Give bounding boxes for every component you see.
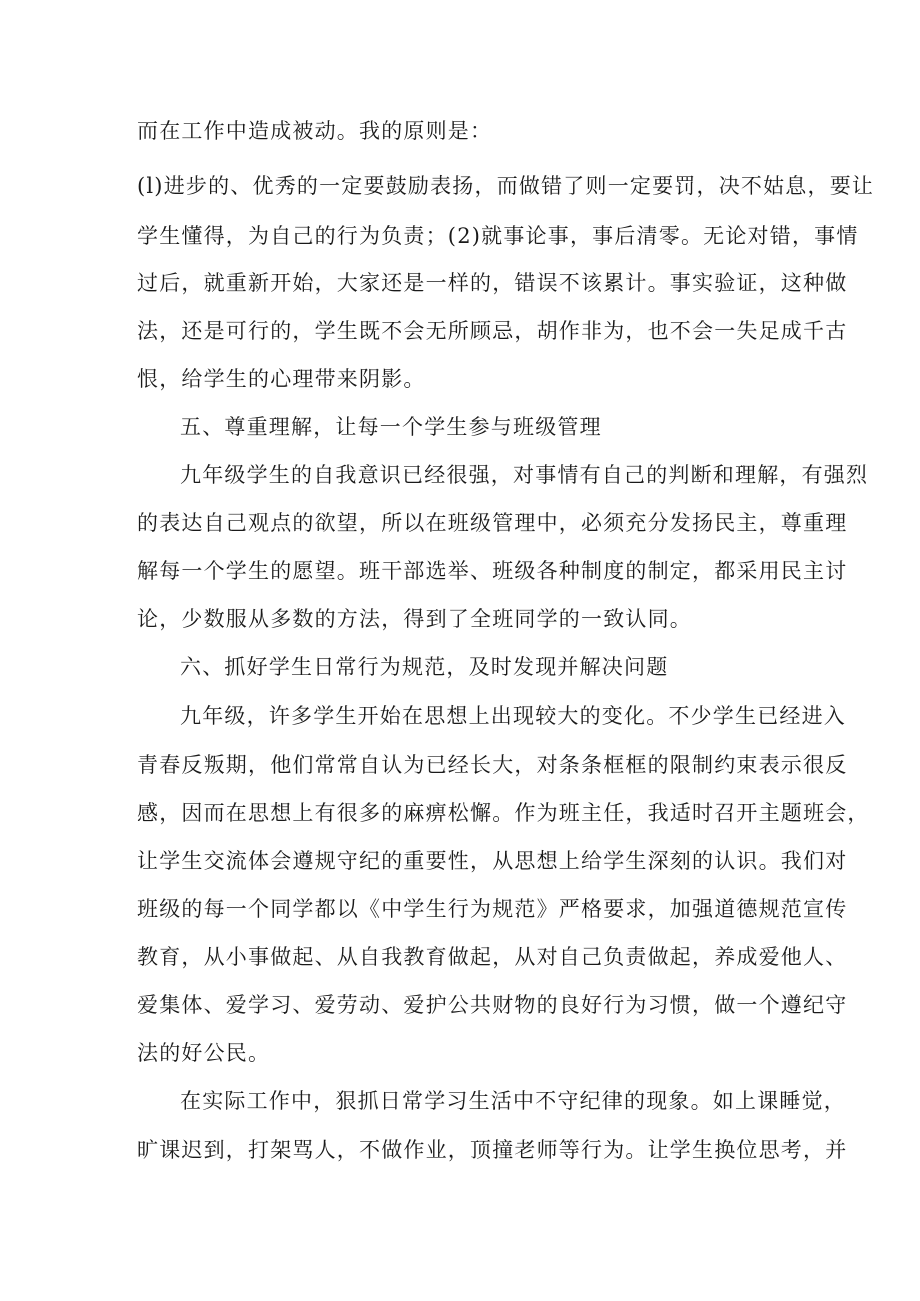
text-line: (l)进步的、优秀的一定要鼓励表扬，而做错了则一定要罚，决不姑息，要让 [137, 174, 875, 198]
text-line: 九年级学生的自我意识已经很强，对事情有自己的判断和理解，有强烈 [180, 463, 869, 487]
section-heading: 六、抓好学生日常行为规范，及时发现并解决问题 [180, 655, 669, 679]
section-heading: 五、尊重理解，让每一个学生参与班级管理 [180, 415, 602, 439]
text-line: 恨，给学生的心理带来阴影。 [137, 367, 426, 391]
text-line: 法，还是可行的，学生既不会无所顾忌，胡作非为，也不会一失足成千古 [137, 319, 848, 343]
text-line: 论，少数服从多数的方法，得到了全班同学的一致认同。 [137, 607, 692, 631]
text-line: 的表达自己观点的欲望，所以在班级管理中，必须充分发扬民主，尊重理 [137, 511, 848, 535]
text-line: 在实际工作中，狠抓日常学习生活中不守纪律的现象。如上课睡觉， [180, 1089, 846, 1113]
text-line: 学生懂得，为自己的行为负责；(2)就事论事，事后清零。无论对错，事情 [137, 224, 859, 248]
text-line: 班级的每一个同学都以《中学生行为规范》严格要求，加强道德规范宣传 [137, 897, 848, 921]
text-line: 法的好公民。 [137, 1041, 271, 1065]
text-line: 而在工作中造成被动。我的原则是： [137, 119, 493, 143]
text-line: 爱集体、爱学习、爱劳动、爱护公共财物的良好行为习惯，做一个遵纪守 [137, 993, 848, 1017]
text-line: 感，因而在思想上有很多的麻痹松懈。作为班主任，我适时召开主题班会， [137, 801, 870, 825]
text-line: 让学生交流体会遵规守纪的重要性，从思想上给学生深刻的认识。我们对 [137, 849, 848, 873]
text-line: 解每一个学生的愿望。班干部选举、班级各种制度的制定，都采用民主讨 [137, 559, 848, 583]
text-line: 青春反叛期，他们常常自认为已经长大，对条条框框的限制约束表示很反 [137, 753, 848, 777]
text-line: 教育，从小事做起、从自我教育做起，从对自己负责做起，养成爱他人、 [137, 945, 848, 969]
text-line: 过后，就重新开始，大家还是一样的，错误不该累计。事实验证，这种做 [137, 271, 848, 295]
text-line: 旷课迟到，打架骂人，不做作业，顶撞老师等行为。让学生换位思考，并 [137, 1138, 848, 1162]
text-line: 九年级，许多学生开始在思想上出现较大的变化。不少学生已经进入 [180, 704, 846, 728]
